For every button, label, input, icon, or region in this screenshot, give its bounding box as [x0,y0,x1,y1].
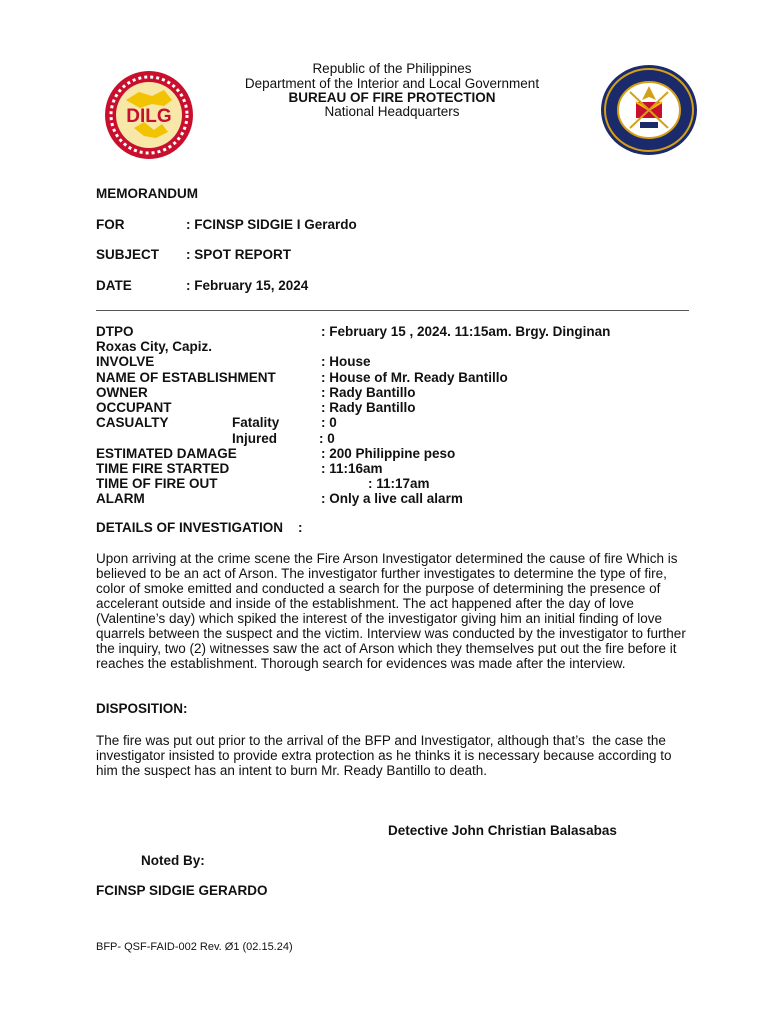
memo-subject-label: SUBJECT [96,247,160,262]
detective-signature: Detective John Christian Balasabas [388,823,617,838]
owner-value: : Rady Bantillo [321,385,416,400]
fire-started-value: : 11:16am [321,461,383,476]
header-republic: Republic of the Philippines [312,61,472,76]
alarm-value: : Only a live call alarm [321,491,463,506]
involve-value: : House [321,354,371,369]
noted-by-label: Noted By: [141,853,205,868]
header-divider [96,310,689,311]
injured-value: : 0 [319,431,335,446]
fire-out-label: TIME OF FIRE OUT [96,476,218,491]
dtpo-continued: Roxas City, Capiz. [96,339,213,354]
fatality-value: : 0 [321,415,337,430]
disposition-body: The fire was put out prior to the arrival of the BFP and Investigator, although that’s the case the investigator insisted to provide extra protection as he thinks it is necessary because according to him the suspect has an intent to burn Mr. Ready Bantillo to death. [96,733,676,778]
fire-started-label: TIME FIRE STARTED [96,461,230,476]
damage-value: : 200 Philippine peso [321,446,456,461]
memo-subject-value: : SPOT REPORT [186,247,292,262]
injured-label: Injured [232,431,278,446]
establishment-label: NAME OF ESTABLISHMENT [96,370,276,385]
occupant-label: OCCUPANT [96,400,172,415]
involve-label: INVOLVE [96,354,155,369]
header-department: Department of the Interior and Local Government [244,76,540,91]
fatality-label: Fatality [232,415,280,430]
noter-name: FCINSP SIDGIE GERARDO [96,883,268,898]
memo-for-value: : FCINSP SIDGIE I Gerardo [186,217,357,232]
dilg-logo-text: DILG [126,106,172,127]
memo-date-value: : February 15, 2024 [186,278,309,293]
details-body: Upon arriving at the crime scene the Fire Arson Investigator determined the cause of fire Which is believed to be an act of Arson. The investigator further investigates to determine the type of fire, color of smoke emitted and conducted a search for the purpose of determining the presence of accelerant outside and inside of the establishment. The act happened after the day of love (Valentine’s day) which spiked the interest of the investigator giving him an initial finding of love quarrels between the suspect and the victim. Interview was conducted by the investigator to further the inquiry, two (2) witnesses saw the act of Arson which they themselves put out the fire before it reaches the establishment. Thorough search for evidences was made after the interview. [96,551,686,671]
memo-title: MEMORANDUM [96,186,198,201]
header-headquarters: National Headquarters [324,104,460,119]
memo-for-label: FOR [96,217,125,232]
form-code: BFP- QSF-FAID-002 Rev. Ø1 (02.15.24) [96,941,293,953]
memo-date-label: DATE [96,278,132,293]
fire-out-value: : 11:17am [368,476,430,491]
alarm-label: ALARM [96,491,145,506]
establishment-value: : House of Mr. Ready Bantillo [321,370,508,385]
occupant-value: : Rady Bantillo [321,400,416,415]
disposition-heading: DISPOSITION: [96,701,188,716]
header-bureau: BUREAU OF FIRE PROTECTION [288,90,496,105]
casualty-label: CASUALTY [96,415,169,430]
owner-label: OWNER [96,385,148,400]
dtpo-label: DTPO [96,324,134,339]
damage-label: ESTIMATED DAMAGE [96,446,237,461]
details-heading: DETAILS OF INVESTIGATION : [96,520,303,535]
dtpo-value: : February 15 , 2024. 11:15am. Brgy. Dinginan [321,324,611,339]
